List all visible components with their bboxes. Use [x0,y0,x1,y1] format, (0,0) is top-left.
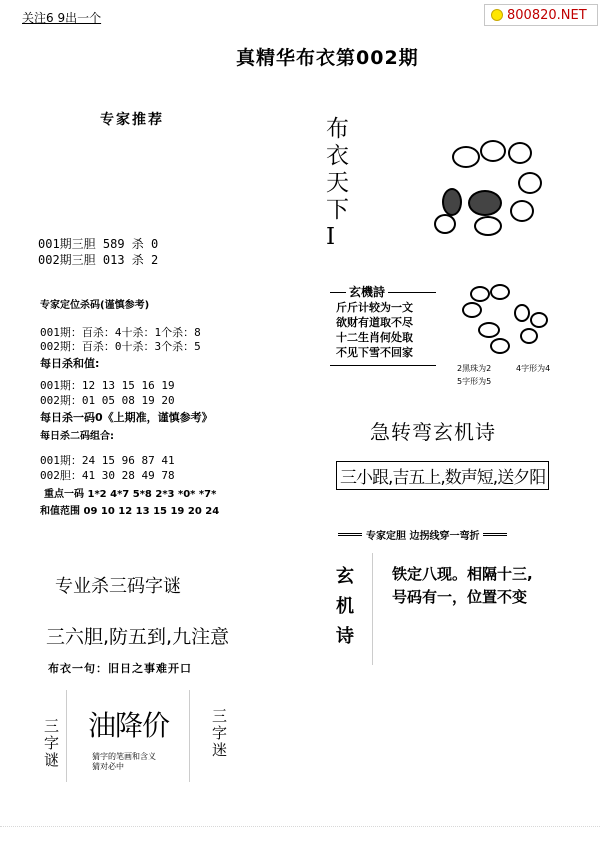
coin-icon [442,188,462,216]
daily-sum-line: 002期：01 05 08 19 20 [40,394,175,407]
poem-lines [336,300,413,360]
coin-icon [510,200,534,222]
expert-fix-line-row [338,527,548,542]
buyi-vertical-title: 布衣天下I [326,116,349,250]
coin-icon [490,284,510,300]
watermark-text: 800820.NET [507,7,587,23]
coin-icon [452,146,480,168]
coin-icon [514,304,530,322]
dan-line: 001期三胆 589 杀 0 [38,237,159,251]
two-code-lines [40,453,175,483]
daily-sum-heading: 每日杀和值: [40,357,100,370]
dan-lines [38,236,158,268]
site-watermark [484,4,598,26]
position-kill-lines [40,326,201,354]
coin-icon [530,312,548,328]
boxed-line: 三小跟,吉五上,数声短,送夕阳 [336,461,549,490]
coin-icon [490,338,510,354]
big-line: 三六胆,防五到,九注意 [46,626,230,648]
coin-icon [468,190,502,216]
focus-note: 关注6 9出一个 [22,11,102,25]
watermark-dot-icon [491,9,503,21]
dan-line: 002期三胆 013 杀 2 [38,253,159,267]
daily-sum-lines [40,378,175,408]
two-code-line: 001期：24 15 96 87 41 [40,454,175,467]
pattern-note: 4字形为4 [516,364,551,373]
kill-three-heading: 专业杀三码字谜 [55,576,181,597]
coin-icon [474,216,502,236]
daily-two-heading: 每日杀二码组合: [40,431,114,442]
expert-fix-line: 专家定胆 边拐线穿一弯折 [366,531,480,542]
poem-title: 玄機詩 [346,283,388,300]
position-kill-line: 001期：百杀：4十杀：1个杀：8 [40,326,201,339]
iron-lines [392,563,533,609]
coin-pattern-four [456,282,566,358]
key-one-line: 重点一码 1*2 4*7 5*8 2*3 *0* *7* [44,489,217,500]
iron-line: 号码有一，位置不变 [392,588,528,606]
coin-icon [478,322,500,338]
coin-icon [508,142,532,164]
divider [483,533,507,536]
page-title: 真精华布衣第002期 [236,47,419,69]
coin-icon [520,328,538,344]
riddle-label-left: 三字谜 [44,717,60,769]
riddle-label-right: 三字迷 [212,707,228,759]
pattern-note: 2黑珠为2 [457,364,492,373]
vertical-poem-label: 玄机诗 [336,566,354,647]
coin-icon [434,214,456,234]
turn-poem-heading: 急转弯玄机诗 [370,420,496,444]
position-kill-line: 002期：百杀：0十杀：3个杀：5 [40,340,201,353]
pattern-note: 5字形为5 [457,377,492,386]
riddle-word: 油降价 [88,709,170,742]
coin-pattern-two [422,130,552,240]
divider [372,553,377,665]
poem-line: 十二生肖何处取 [336,331,413,344]
poem-line: 欲财有道取不尽 [336,316,413,329]
riddle-note: 猜字的笔画和含义猜对必中 [92,752,156,771]
coin-icon [480,140,506,162]
iron-line: 铁定八现。相隔十三, [392,565,533,583]
daily-sum-line: 001期：12 13 15 16 19 [40,379,175,392]
footer-divider [0,826,600,828]
position-kill-heading: 专家定位杀码(谨慎参考) [40,300,150,311]
coin-icon [518,172,542,194]
daily-one-heading: 每日杀一码0《上期准，谨慎参考》 [40,411,213,424]
coin-icon [470,286,490,302]
poem-line: 斤斤计较为一文 [336,301,413,314]
sum-range-line: 和值范围 09 10 12 13 15 19 20 24 [40,506,220,517]
coin-icon [462,302,482,318]
buyi-line: 布衣一句：旧日之事难开口 [48,662,192,675]
expert-recommend-heading: 专家推荐 [100,112,164,128]
poem-line: 不见下雪不回家 [336,346,413,359]
two-code-line: 002胆：41 30 28 49 78 [40,469,175,482]
divider [338,533,362,536]
